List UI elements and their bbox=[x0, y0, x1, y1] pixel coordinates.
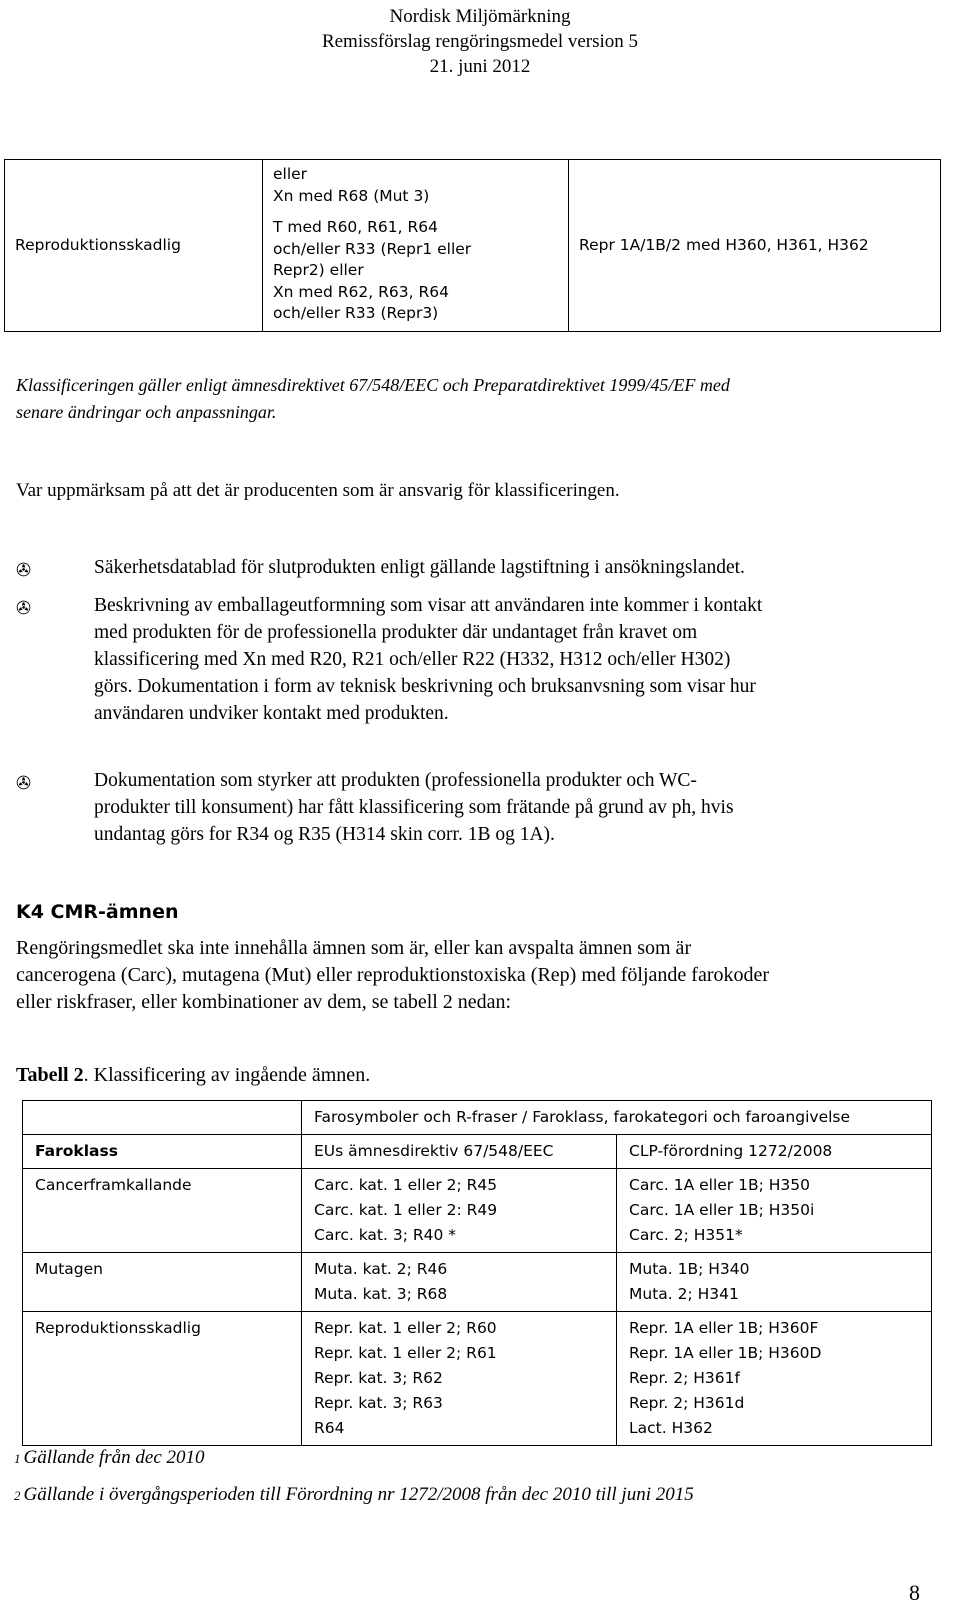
cell-line: Muta. kat. 3; R68 bbox=[314, 1285, 448, 1303]
col-header-clp: CLP-förordning 1272/2008 bbox=[617, 1135, 932, 1169]
cell-line: Repr. kat. 1 eller 2; R61 bbox=[314, 1344, 497, 1362]
list-item-text bbox=[94, 592, 902, 727]
text-line: undantag görs for R34 og R35 (H314 skin corr. 1B og 1A). bbox=[94, 824, 555, 845]
cell-line: Carc. 2; H351* bbox=[629, 1226, 743, 1244]
cell-line: Repr. 2; H361d bbox=[629, 1394, 745, 1412]
table-cell-empty bbox=[23, 1101, 302, 1135]
table-cell-faroklass: Cancerframkallande bbox=[23, 1169, 302, 1253]
text-line: Dokumentation som styrker att produkten (professionella produkter och WC- bbox=[94, 770, 697, 791]
table-cell-faroklass: Reproduktionsskadlig bbox=[5, 160, 263, 332]
section-title: K4 CMR-ämnen bbox=[16, 901, 179, 923]
text-line: Säkerhetsdatablad för slutprodukten enligt gällande lagstiftning i ansökningslandet. bbox=[94, 557, 745, 578]
text-line: användaren undviker kontakt med produkten. bbox=[94, 703, 449, 724]
classification-note bbox=[16, 372, 936, 426]
cell-line: Repr. 2; H361f bbox=[629, 1369, 740, 1387]
text-line: Beskrivning av emballageutformning som visar att användaren inte kommer i kontakt bbox=[94, 595, 763, 616]
cell-line: Muta. 1B; H340 bbox=[629, 1260, 750, 1278]
footnote bbox=[14, 1447, 205, 1469]
cell-line: Muta. 2; H341 bbox=[629, 1285, 739, 1303]
cell-line: Xn med R68 (Mut 3) bbox=[273, 186, 430, 205]
cell-line: Repr. kat. 3; R62 bbox=[314, 1369, 443, 1387]
table-cell-clp bbox=[617, 1169, 932, 1253]
classification-table-continued bbox=[4, 159, 941, 332]
text-line: produkter till konsument) har fått klassificering som frätande på grund av ph, hvis bbox=[94, 797, 734, 818]
col-header-faroklass: Faroklass bbox=[23, 1135, 302, 1169]
section-body bbox=[16, 935, 936, 1016]
text-line: görs. Dokumentation i form av teknisk beskrivning och bruksanvsning som visar hur bbox=[94, 676, 756, 697]
table-cell-eu bbox=[302, 1253, 617, 1312]
cell-line: Repr2) eller bbox=[273, 261, 364, 279]
table-row bbox=[23, 1312, 932, 1446]
col-header-eu: EUs ämnesdirektiv 67/548/EEC bbox=[302, 1135, 617, 1169]
table-caption-text: . Klassificering av ingående ämnen. bbox=[83, 1064, 371, 1086]
header-doc-title: Remissförslag rengöringsmedel version 5 bbox=[321, 31, 639, 52]
cell-line: Lact. H362 bbox=[629, 1419, 713, 1437]
table-cell-clp bbox=[617, 1312, 932, 1446]
cell-line: Repr. 1A eller 1B; H360D bbox=[629, 1344, 822, 1362]
table-caption-bold: Tabell 2 bbox=[16, 1064, 84, 1086]
table-header-row bbox=[23, 1101, 932, 1135]
footnote-number: 1 bbox=[14, 1451, 21, 1466]
cell-line: Carc. kat. 1 eller 2: R49 bbox=[314, 1201, 498, 1219]
table-row bbox=[23, 1253, 932, 1312]
classification-table bbox=[22, 1100, 932, 1446]
table-cell-clp: Repr 1A/1B/2 med H360, H361, H362 bbox=[569, 160, 941, 332]
pen-icon: ✇ bbox=[16, 560, 32, 581]
cell-line: Carc. 1A eller 1B; H350 bbox=[629, 1176, 810, 1194]
footnote-number: 2 bbox=[14, 1488, 21, 1503]
page-header bbox=[0, 4, 960, 79]
cell-line: eller bbox=[273, 165, 308, 183]
table-caption bbox=[16, 1064, 370, 1087]
table-cell-clp bbox=[617, 1253, 932, 1312]
table-cell-r-phrases bbox=[263, 160, 569, 332]
text-line: Rengöringsmedlet ska inte innehålla ämnen som är, eller kan avspalta ämnen som är bbox=[16, 937, 692, 959]
footnote-text: Gällande från dec 2010 bbox=[23, 1447, 205, 1468]
table-cell-eu bbox=[302, 1169, 617, 1253]
pen-icon: ✇ bbox=[16, 773, 32, 794]
list-item-text bbox=[94, 767, 902, 848]
cell-line: T med R60, R61, R64 bbox=[273, 218, 438, 236]
cell-line: Carc. kat. 1 eller 2; R45 bbox=[314, 1176, 498, 1194]
cell-line: och/eller R33 (Repr1 eller bbox=[273, 239, 472, 258]
table-cell-faroklass: Mutagen bbox=[23, 1253, 302, 1312]
cell-line: R64 bbox=[314, 1419, 345, 1437]
responsibility-warning: Var uppmärksam på att det är producenten som är ansvarig för klassificeringen. bbox=[16, 480, 620, 501]
header-date: 21. juni 2012 bbox=[429, 56, 531, 77]
text-line: eller riskfraser, eller kombinationer av dem, se tabell 2 nedan: bbox=[16, 991, 512, 1013]
page-number: 8 bbox=[909, 1580, 920, 1605]
cell-line: Carc. 1A eller 1B; H350i bbox=[629, 1201, 815, 1219]
pen-icon: ✇ bbox=[16, 598, 32, 619]
text-line: cancerogena (Carc), mutagena (Mut) eller reproduktionstoxiska (Rep) med följande farokoder bbox=[16, 964, 770, 986]
cell-line: Carc. kat. 3; R40 * bbox=[314, 1226, 457, 1244]
note-line: Klassificeringen gäller enligt ämnesdirektivet 67/548/EEC och Preparatdirektivet 1999/45/EF med bbox=[16, 375, 730, 395]
note-line: senare ändringar och anpassningar. bbox=[16, 402, 277, 422]
table-row bbox=[5, 160, 941, 332]
table-cell-faroklass: Reproduktionsskadlig bbox=[23, 1312, 302, 1446]
cell-line: Muta. kat. 2; R46 bbox=[314, 1260, 448, 1278]
list-item-text bbox=[94, 554, 902, 581]
table-row bbox=[23, 1169, 932, 1253]
footnote-text: Gällande i övergångsperioden till Förordning nr 1272/2008 från dec 2010 till juni 2015 bbox=[23, 1484, 694, 1505]
cell-line: Repr. kat. 3; R63 bbox=[314, 1394, 443, 1412]
cell-line: Repr. kat. 1 eller 2; R60 bbox=[314, 1319, 497, 1337]
table-top-header: Farosymboler och R-fraser / Faroklass, farokategori och faroangivelse bbox=[302, 1101, 932, 1135]
cell-line: Xn med R62, R63, R64 bbox=[273, 282, 449, 301]
cell-line: Repr. 1A eller 1B; H360F bbox=[629, 1319, 819, 1337]
table-cell-eu bbox=[302, 1312, 617, 1446]
table-header-row bbox=[23, 1135, 932, 1169]
footnote bbox=[14, 1484, 694, 1506]
text-line: med produkten för de professionella produkter där undantaget från kravet om bbox=[94, 622, 698, 643]
text-line: klassificering med Xn med R20, R21 och/eller R22 (H332, H312 och/eller H302) bbox=[94, 649, 731, 670]
header-org: Nordisk Miljömärkning bbox=[389, 6, 571, 27]
cell-line: och/eller R33 (Repr3) bbox=[273, 304, 439, 322]
